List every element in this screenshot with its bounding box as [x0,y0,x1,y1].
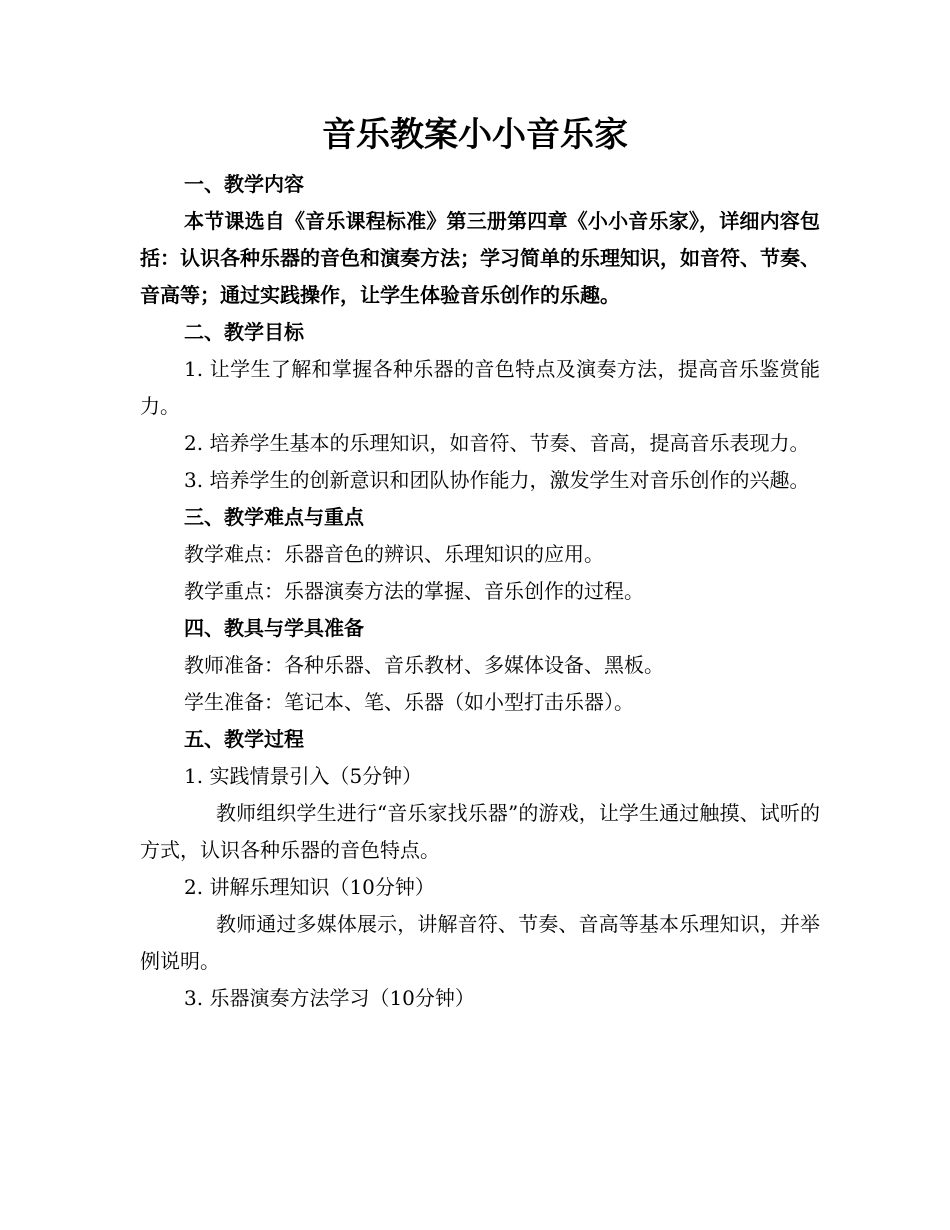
section-heading-prep: 四、教具与学具准备 [184,616,364,640]
section-heading-process: 五、教学过程 [184,727,304,751]
section-heading-keypoints: 三、教学难点与重点 [184,505,364,529]
prep-teacher: 教师准备：各种乐器、音乐教材、多媒体设备、黑板。 [184,653,664,677]
process-step-title-2: 2. 讲解乐理知识（10分钟） [184,875,435,899]
process-step-title-1: 1. 实践情景引入（5分钟） [184,764,423,788]
section-heading-content: 一、教学内容 [184,172,304,196]
keypoint-difficulty: 教学难点：乐器音色的辨识、乐理知识的应用。 [184,542,604,566]
process-step-desc-2: 教师通过多媒体展示，讲解音符、节奏、音高等基本乐理知识，并举例说明。 [140,912,820,973]
goal-item-1: 1. 让学生了解和掌握各种乐器的音色特点及演奏方法，提高音乐鉴赏能力。 [140,357,820,418]
prep-student: 学生准备：笔记本、笔、乐器（如小型打击乐器）。 [184,690,634,714]
goal-item-2: 2. 培养学生基本的乐理知识，如音符、节奏、音高，提高音乐表现力。 [184,431,810,455]
keypoint-focus: 教学重点：乐器演奏方法的掌握、音乐创作的过程。 [184,579,644,603]
document-body [140,166,820,1017]
process-step-desc-1: 教师组织学生进行“音乐家找乐器”的游戏，让学生通过触摸、试听的方式，认识各种乐器的音色特点。 [140,801,820,862]
section-heading-goals: 二、教学目标 [184,320,304,344]
process-step-title-3: 3. 乐器演奏方法学习（10分钟） [184,986,475,1010]
goal-item-3: 3. 培养学生的创新意识和团队协作能力，激发学生对音乐创作的兴趣。 [184,468,810,492]
content-paragraph: 本节课选自《音乐课程标准》第三册第四章《小小音乐家》，详细内容包括：认识各种乐器的音色和演奏方法；学习简单的乐理知识，如音符、节奏、音高等；通过实践操作，让学生体验音乐创作的乐趣。 [140,209,820,307]
document-title: 音乐教案小小音乐家 [322,115,628,155]
